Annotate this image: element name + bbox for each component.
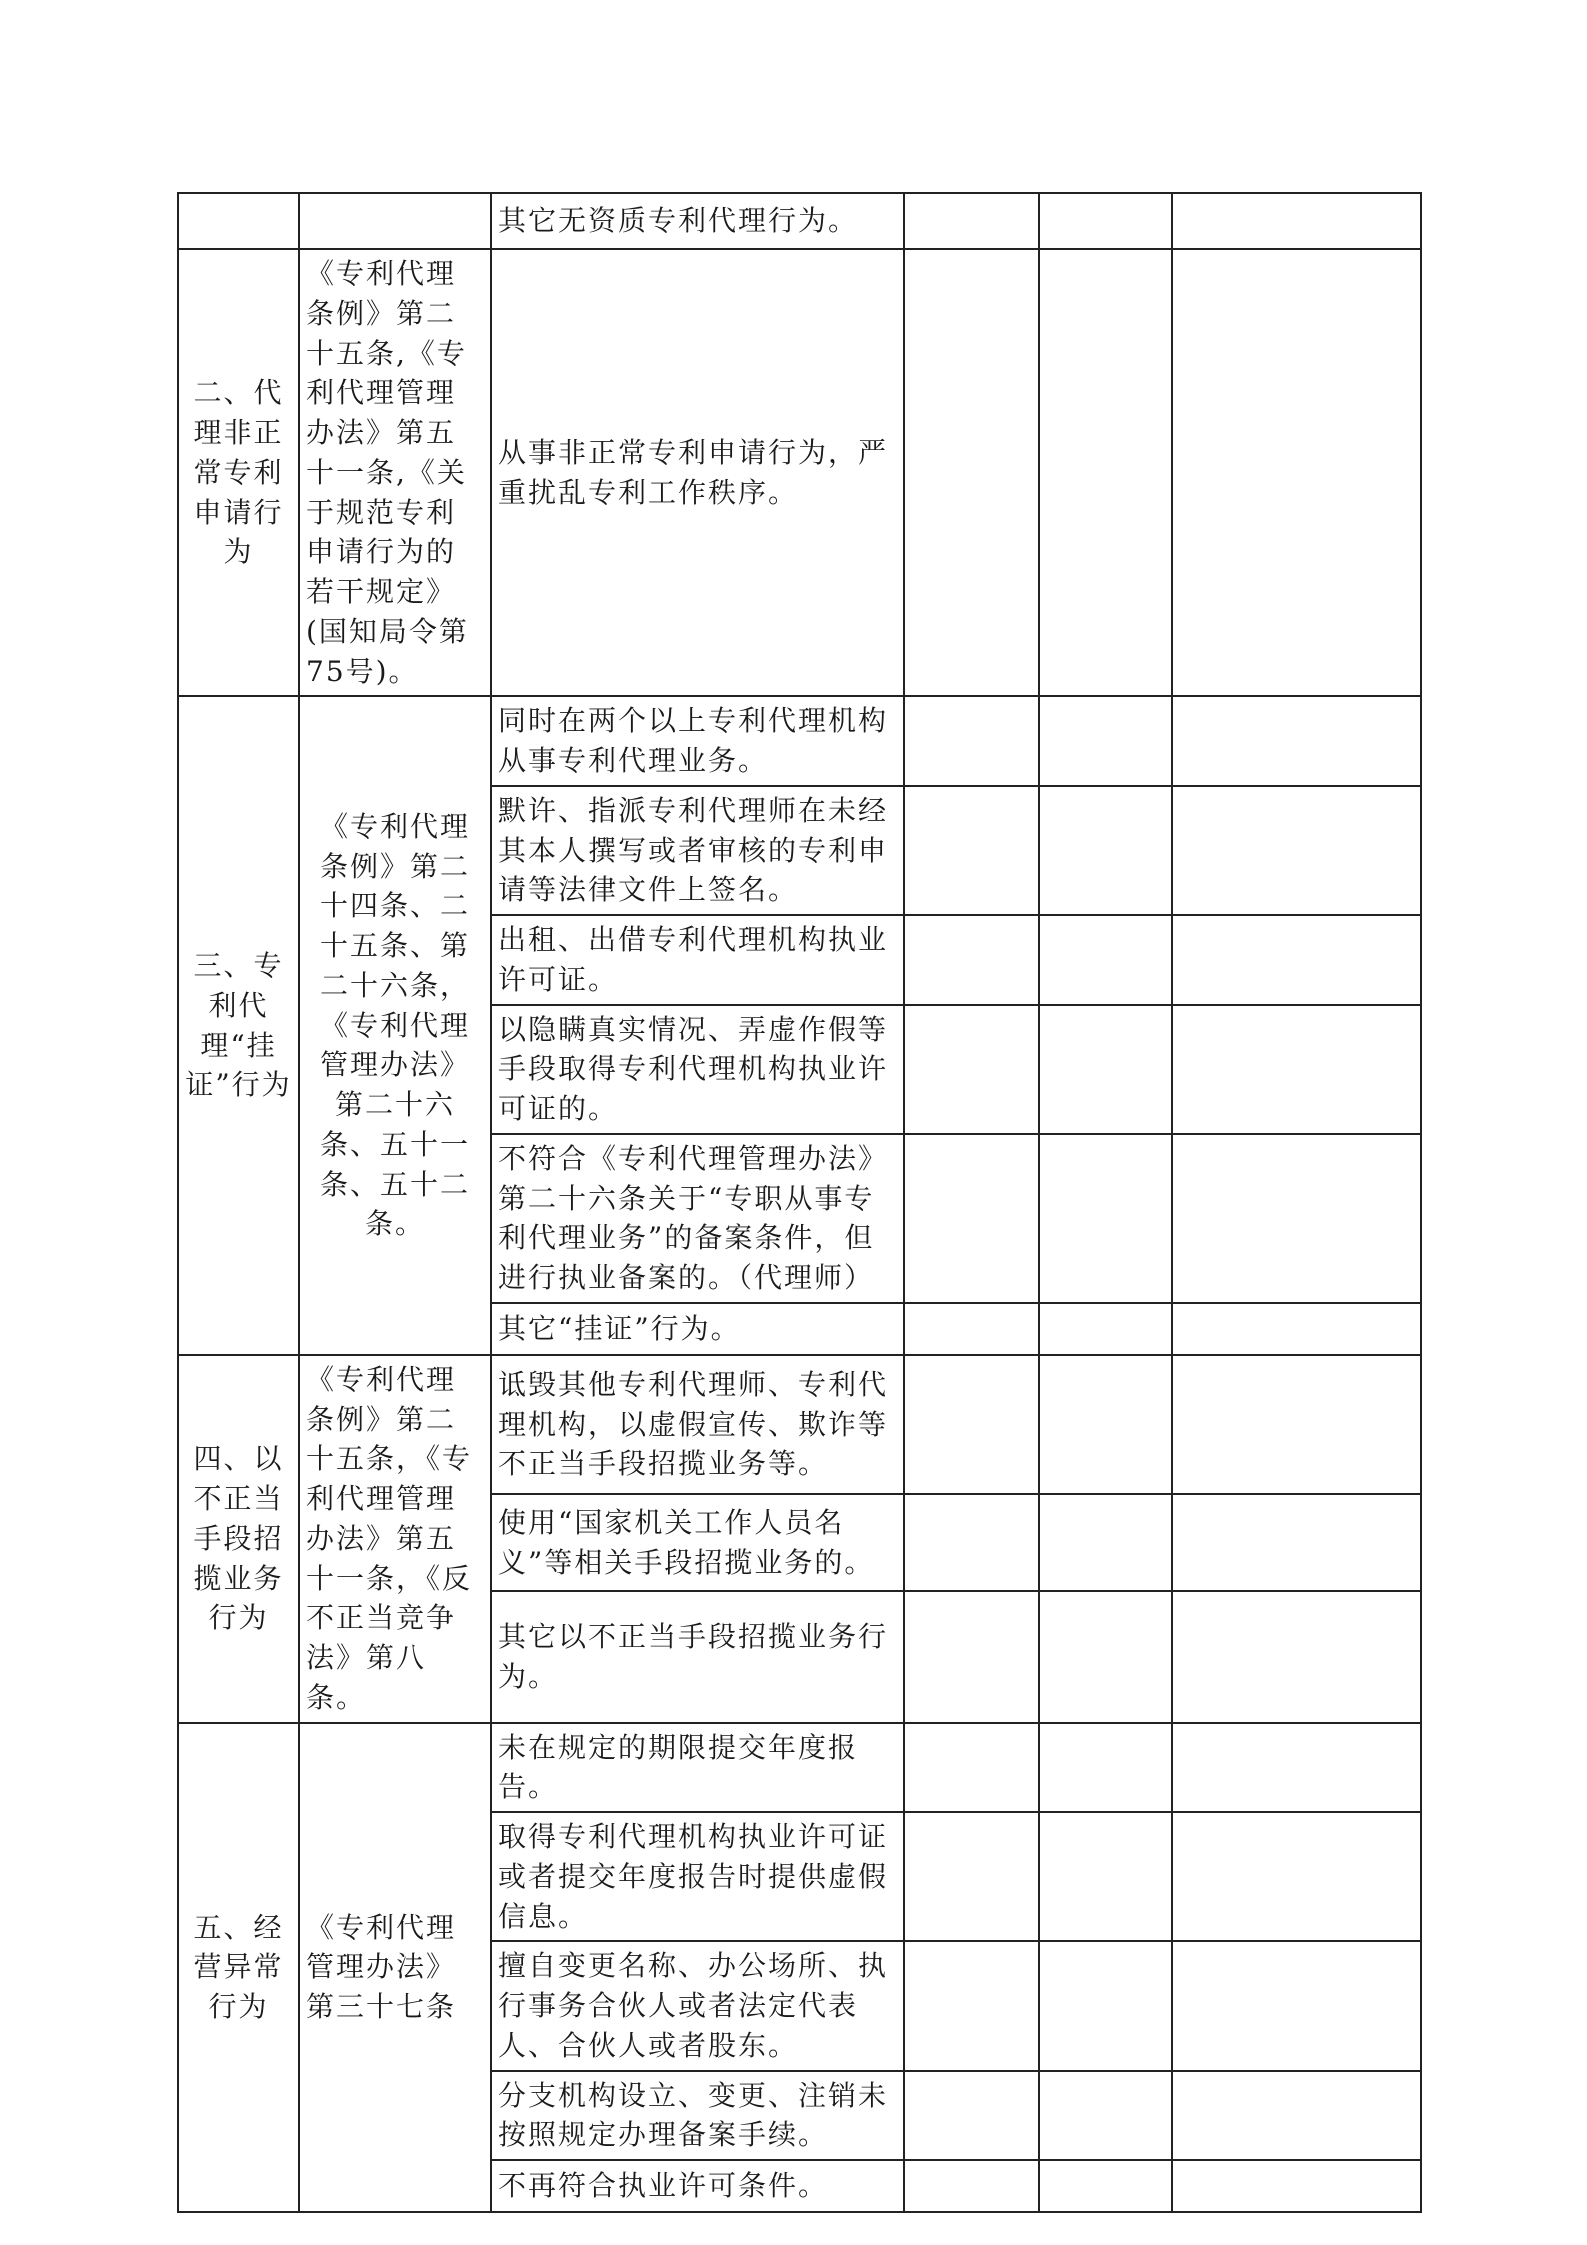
table-row — [178, 1723, 1421, 1813]
blank-cell — [1172, 1494, 1421, 1591]
behavior-item: 分支机构设立、变更、注销未按照规定办理备案手续。 — [491, 2071, 904, 2161]
category-cell: 二、代理非正常专利申请行为 — [178, 249, 299, 696]
blank-cell — [1039, 786, 1172, 915]
table-row — [178, 696, 1421, 786]
blank-cell — [1039, 1355, 1172, 1494]
blank-cell — [904, 1494, 1039, 1591]
blank-cell — [1172, 193, 1421, 249]
blank-cell — [1039, 1303, 1172, 1355]
behavior-item: 以隐瞒真实情况、弄虚作假等手段取得专利代理机构执业许可证的。 — [491, 1005, 904, 1134]
behavior-item: 诋毁其他专利代理师、专利代理机构，以虚假宣传、欺诈等不正当手段招揽业务等。 — [491, 1355, 904, 1494]
blank-cell — [1172, 1303, 1421, 1355]
violation-table — [177, 192, 1422, 2213]
behavior-item: 未在规定的期限提交年度报告。 — [491, 1723, 904, 1813]
blank-cell — [1039, 1723, 1172, 1813]
blank-cell — [1172, 249, 1421, 696]
blank-cell — [1172, 1812, 1421, 1941]
blank-cell — [904, 193, 1039, 249]
blank-cell — [904, 249, 1039, 696]
blank-cell — [1039, 1005, 1172, 1134]
blank-cell — [1039, 1494, 1172, 1591]
blank-cell — [1039, 1941, 1172, 2070]
table-row — [178, 249, 1421, 696]
behavior-item: 不再符合执业许可条件。 — [491, 2160, 904, 2212]
blank-cell — [1172, 1591, 1421, 1723]
blank-cell — [1172, 1723, 1421, 1813]
blank-cell — [1172, 915, 1421, 1005]
blank-cell — [904, 1134, 1039, 1303]
blank-cell — [1039, 915, 1172, 1005]
behavior-item: 其它“挂证”行为。 — [491, 1303, 904, 1355]
blank-cell — [1172, 696, 1421, 786]
legal-basis-cell: 《专利代理管理办法》第三十七条 — [299, 1723, 491, 2213]
legal-basis-cell: 《专利代理条例》第二十四条、二十五条、第二十六条，《专利代理管理办法》第二十六条、五十一条、五十二条。 — [299, 696, 491, 1355]
blank-cell — [1172, 2160, 1421, 2212]
blank-cell — [1172, 1134, 1421, 1303]
blank-cell — [1039, 1591, 1172, 1723]
blank-cell — [904, 2071, 1039, 2161]
category-cell — [178, 193, 299, 249]
category-cell: 四、以不正当手段招揽业务行为 — [178, 1355, 299, 1723]
behavior-item: 从事非正常专利申请行为，严重扰乱专利工作秩序。 — [491, 249, 904, 696]
blank-cell — [1172, 1355, 1421, 1494]
blank-cell — [1172, 1005, 1421, 1134]
blank-cell — [904, 915, 1039, 1005]
blank-cell — [904, 1005, 1039, 1134]
blank-cell — [1039, 193, 1172, 249]
blank-cell — [1039, 1134, 1172, 1303]
behavior-item: 使用“国家机关工作人员名义”等相关手段招揽业务的。 — [491, 1494, 904, 1591]
legal-basis-cell: 《专利代理条例》第二十五条，《专利代理管理办法》第五十一条，《反不正当竞争法》第八条。 — [299, 1355, 491, 1723]
category-cell: 三、专利代理“挂证”行为 — [178, 696, 299, 1355]
blank-cell — [904, 786, 1039, 915]
category-cell: 五、经营异常行为 — [178, 1723, 299, 2213]
behavior-item: 擅自变更名称、办公场所、执行事务合伙人或者法定代表人、合伙人或者股东。 — [491, 1941, 904, 2070]
legal-basis-cell — [299, 193, 491, 249]
blank-cell — [1039, 2071, 1172, 2161]
behavior-item: 出租、出借专利代理机构执业许可证。 — [491, 915, 904, 1005]
blank-cell — [904, 2160, 1039, 2212]
behavior-item: 其它以不正当手段招揽业务行为。 — [491, 1591, 904, 1723]
blank-cell — [904, 1355, 1039, 1494]
blank-cell — [1039, 2160, 1172, 2212]
blank-cell — [1172, 1941, 1421, 2070]
blank-cell — [1172, 786, 1421, 915]
legal-basis-cell: 《专利代理条例》第二十五条,《专利代理管理办法》第五十一条,《关于规范专利申请行为的若干规定》(国知局令第75号)。 — [299, 249, 491, 696]
behavior-item: 不符合《专利代理管理办法》第二十六条关于“专职从事专利代理业务”的备案条件，但进行执业备案的。（代理师） — [491, 1134, 904, 1303]
blank-cell — [904, 1723, 1039, 1813]
behavior-item: 取得专利代理机构执业许可证或者提交年度报告时提供虚假信息。 — [491, 1812, 904, 1941]
blank-cell — [904, 1303, 1039, 1355]
behavior-item: 默许、指派专利代理师在未经其本人撰写或者审核的专利申请等法律文件上签名。 — [491, 786, 904, 915]
blank-cell — [1039, 1812, 1172, 1941]
blank-cell — [904, 1591, 1039, 1723]
table-row — [178, 1355, 1421, 1494]
blank-cell — [1039, 249, 1172, 696]
blank-cell — [904, 1941, 1039, 2070]
blank-cell — [1039, 696, 1172, 786]
behavior-item: 同时在两个以上专利代理机构从事专利代理业务。 — [491, 696, 904, 786]
blank-cell — [1172, 2071, 1421, 2161]
blank-cell — [904, 696, 1039, 786]
behavior-item: 其它无资质专利代理行为。 — [491, 193, 904, 249]
blank-cell — [904, 1812, 1039, 1941]
table-row — [178, 193, 1421, 249]
